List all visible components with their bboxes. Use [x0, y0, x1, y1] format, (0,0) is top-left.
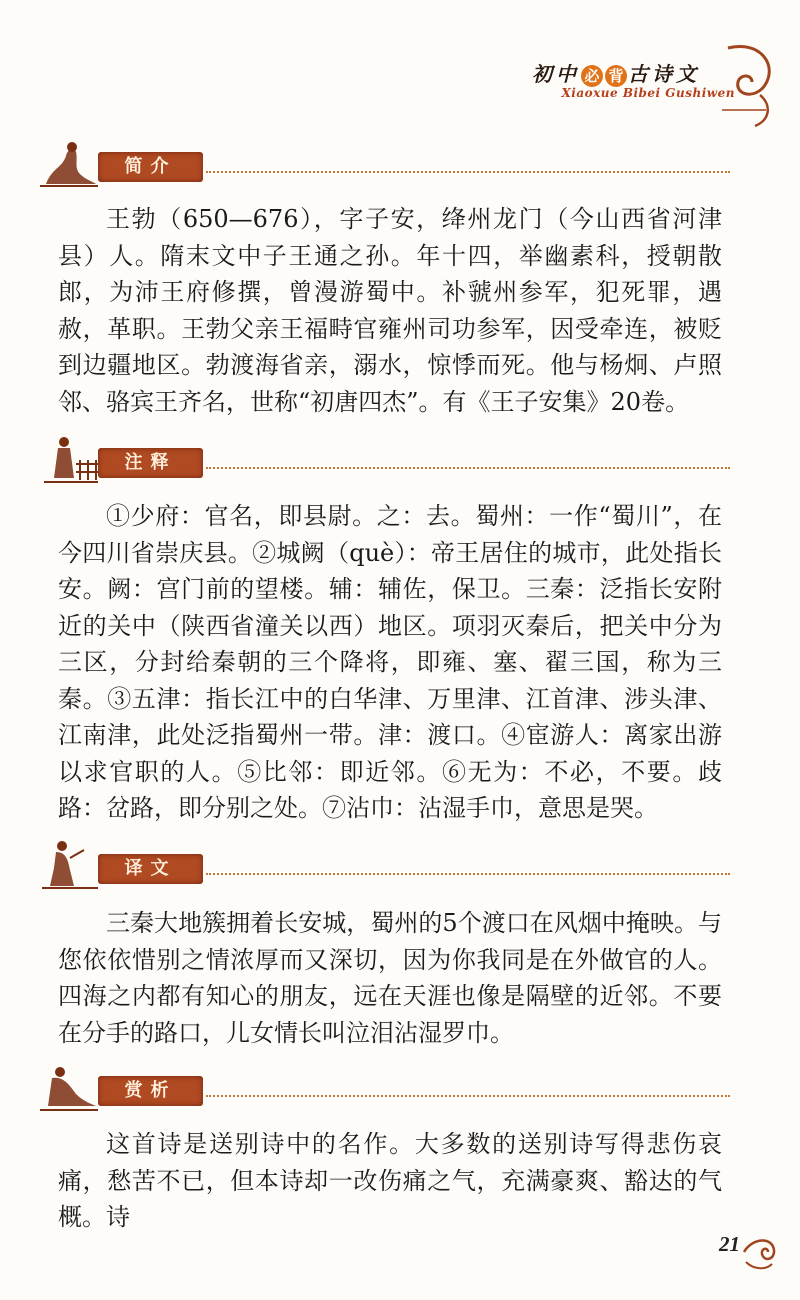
dotted-rule — [206, 171, 730, 173]
title-part: 古诗文 — [628, 62, 700, 86]
title-highlight-char: 必 — [581, 65, 603, 87]
section-header-intro — [40, 138, 730, 188]
running-header — [480, 40, 780, 130]
appreciation-paragraph: 这首诗是送别诗中的名作。大多数的送别诗写得悲伤哀痛，愁苦不已，但本诗却一改伤痛之气，充满豪爽、豁达的气概。诗 — [58, 1130, 722, 1231]
section-label: 简介 — [98, 152, 203, 182]
dotted-rule — [206, 873, 730, 875]
section-label: 译文 — [98, 854, 203, 884]
section-label: 赏析 — [98, 1076, 203, 1106]
book-title — [532, 58, 700, 87]
scholar-figure-icon — [40, 138, 98, 188]
dotted-rule — [206, 467, 730, 469]
swirl-ornament-icon — [720, 40, 780, 130]
dotted-rule — [206, 1095, 730, 1097]
translation-paragraph: 三秦大地簇拥着长安城，蜀州的5个渡口在风烟中掩映。与您依依惜别之情浓厚而又深切，因为你我同是在外做官的人。四海之内都有知心的朋友，远在天涯也像是隔壁的近邻。不要在分手的路口，儿女情长叫泣泪沾湿罗巾。 — [58, 909, 722, 1047]
title-part: 初中 — [532, 62, 580, 86]
scholar-standing-icon — [40, 840, 98, 890]
section-header-translation — [40, 840, 730, 890]
book-subtitle: Xiaoxue Bibei Gushiwen — [561, 86, 735, 100]
intro-paragraph: 王勃（650—676），字子安，绛州龙门（今山西省河津县）人。隋末文中子王通之孙。年十四，举幽素科，授朝散郎，为沛王府修撰，曾漫游蜀中。补虢州参军，犯死罪，遇赦，革职。王勃父亲王福畤官雍州司功参军，因受牵连，被贬到边疆地区。勃渡海省亲，溺水，惊悸而死。他与杨炯、卢照邻、骆宾王齐名，世称“初唐四杰”。有《王子安集》20卷。 — [58, 205, 722, 416]
swirl-ornament-icon — [742, 1232, 778, 1272]
title-highlight-char: 背 — [605, 65, 627, 87]
scholar-at-fence-icon — [40, 434, 98, 484]
section-header-appreciation — [40, 1062, 730, 1112]
notes-paragraph: ①少府：官名，即县尉。之：去。蜀州：一作“蜀川”，在今四川省崇庆县。②城阙（què）：帝王居住的城市，此处指长安。阙：宫门前的望楼。辅：辅佐，保卫。三秦：泛指长安附近的关中（陕西省潼关以西）地区。项羽灭秦后，把关中分为三区，分封给秦朝的三个降将，即雍、塞、翟三国，称为三秦。③五津：指长江中的白华津、万里津、江首津、涉头津、江南津，此处泛指蜀州一带。津：渡口。④宦游人：离家出游以求官职的人。⑤比邻：即近邻。⑥无为：不必，不要。歧路：岔路，即分别之处。⑦沾巾：沾湿手巾，意思是哭。 — [58, 502, 722, 822]
section-header-notes — [40, 434, 730, 484]
section-label: 注释 — [98, 448, 203, 478]
page-number: 21 — [719, 1232, 740, 1256]
scholar-seated-icon — [40, 1062, 98, 1112]
